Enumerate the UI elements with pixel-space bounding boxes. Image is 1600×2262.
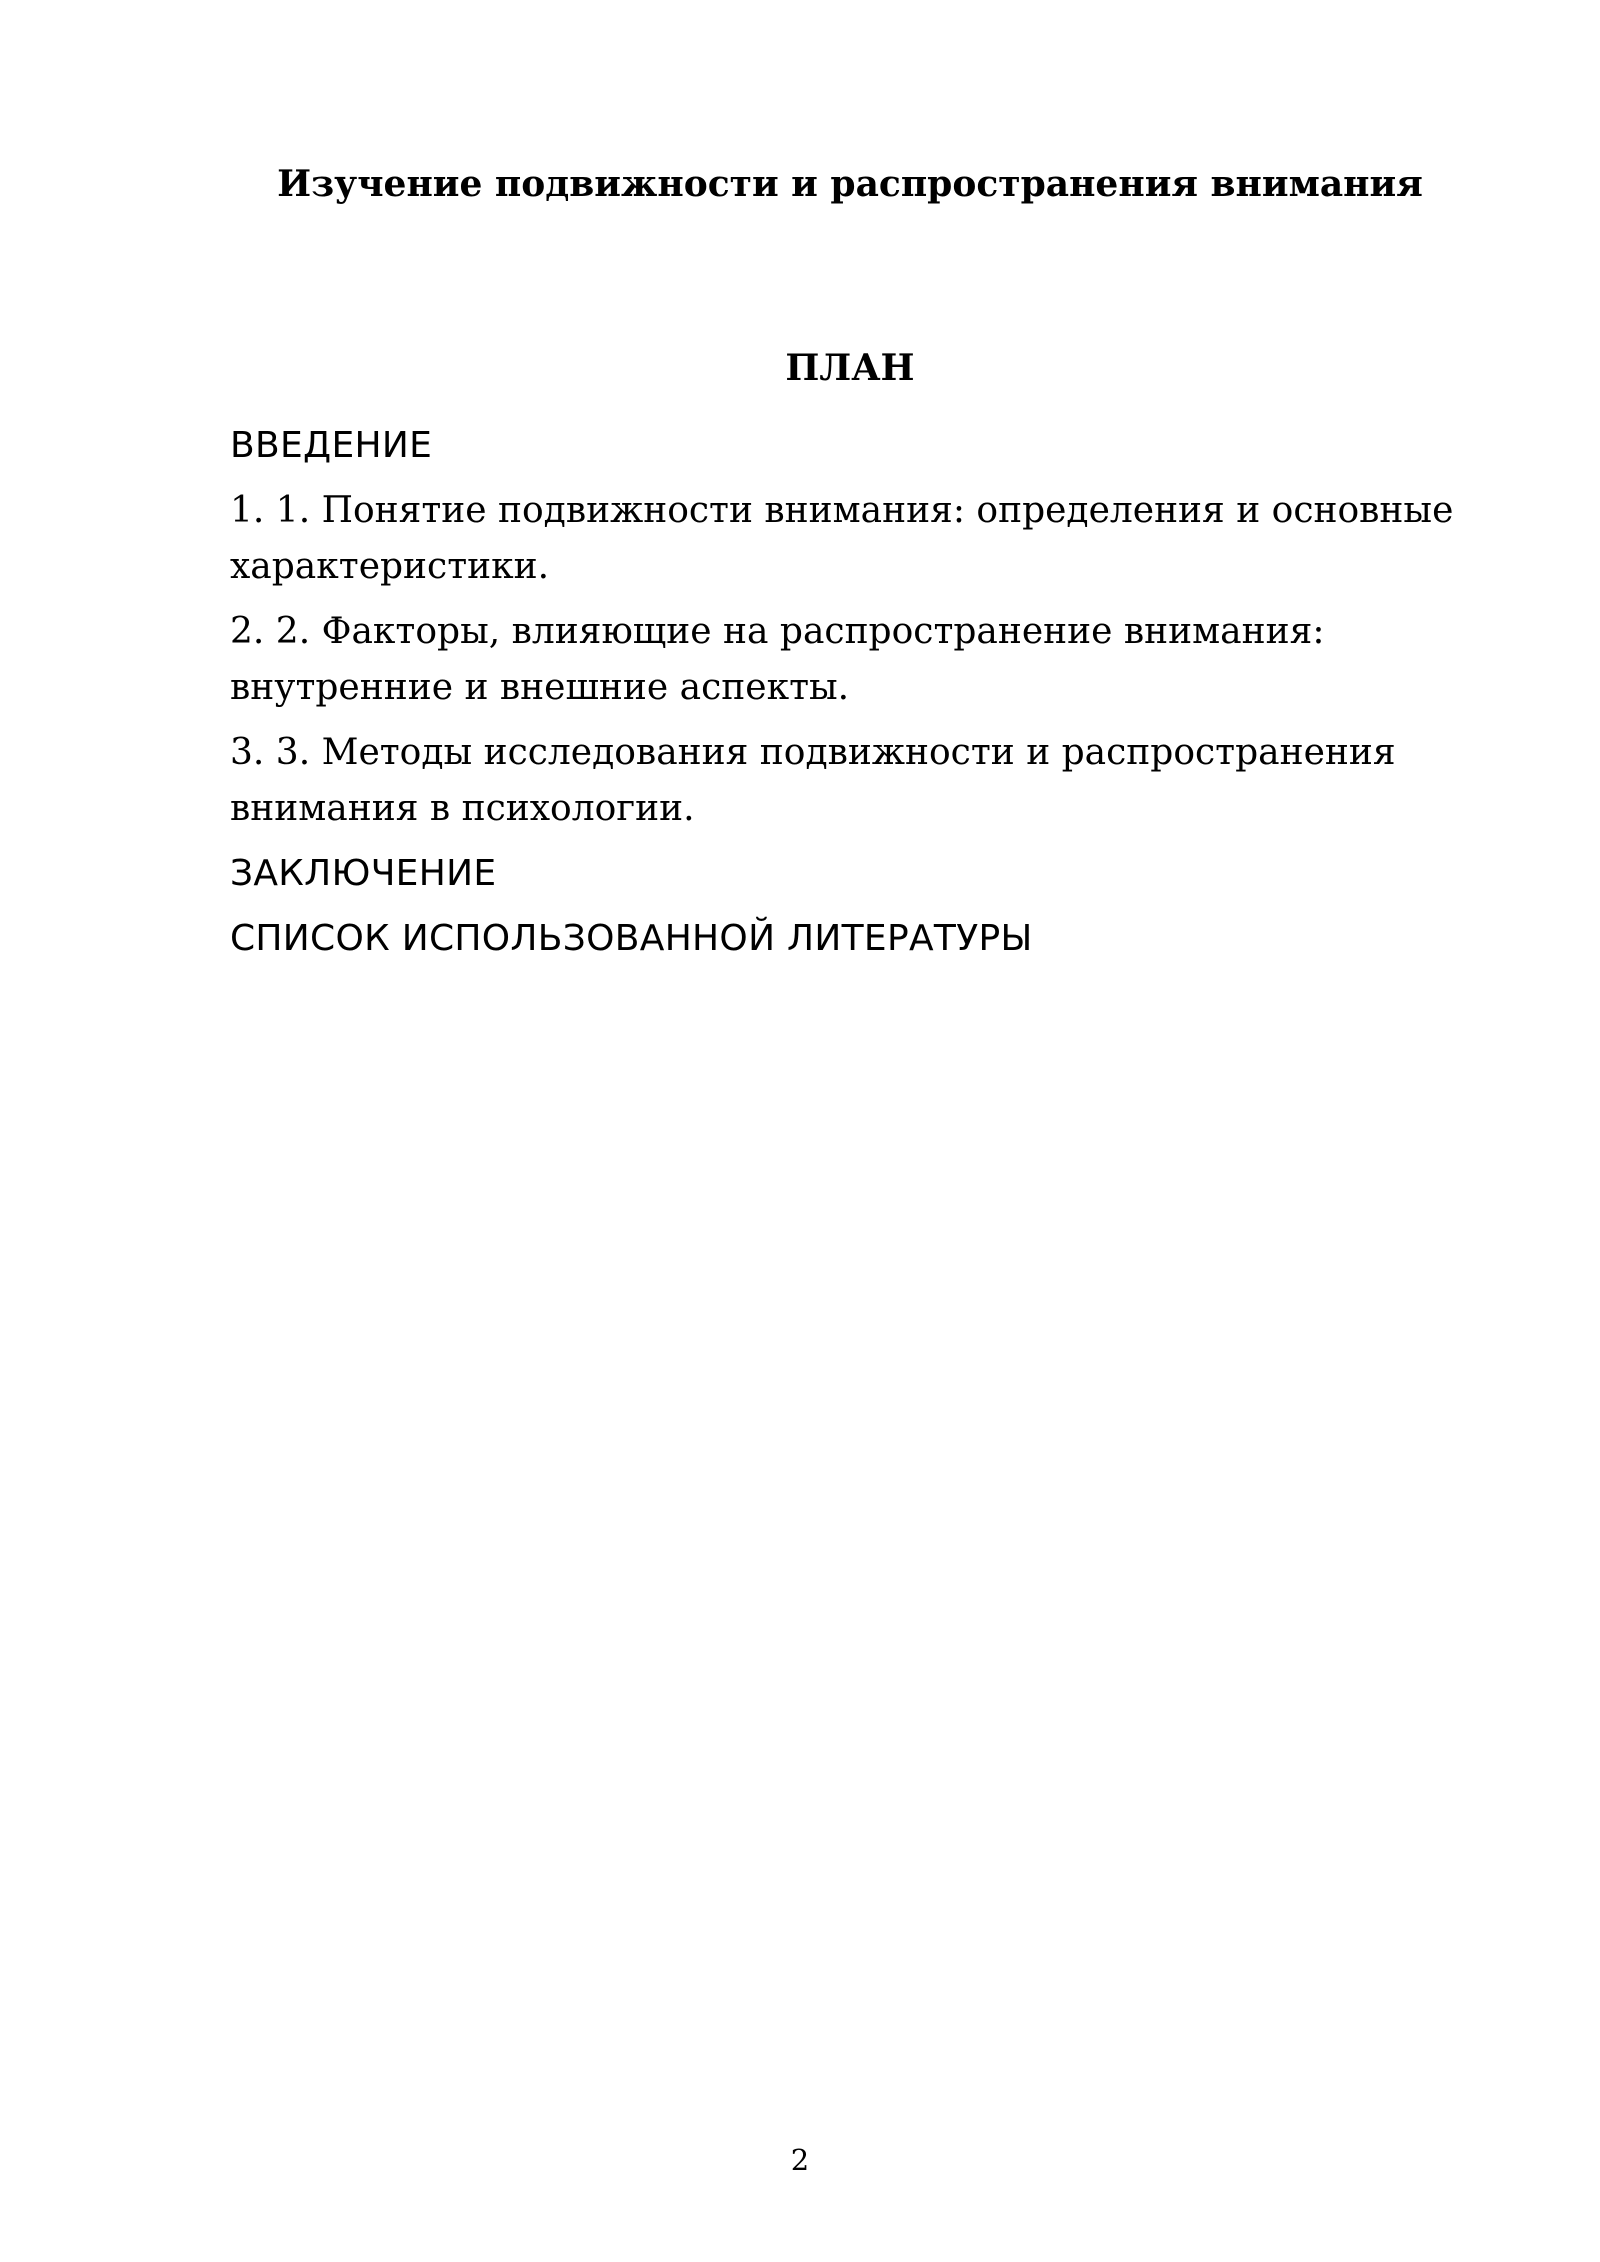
toc-item-bibliography: СПИСОК ИСПОЛЬЗОВАННОЙ ЛИТЕРАТУРЫ <box>230 918 1033 959</box>
document-title: Изучение подвижности и распространения внимания <box>277 163 1423 205</box>
page-number: 2 <box>790 2143 810 2177</box>
plan-heading: ПЛАН <box>785 347 915 389</box>
toc-item-chapter-2: 2. 2. Факторы, влияющие на распространение внимания: внутренние и внешние аспекты. <box>230 611 1325 708</box>
toc-item-chapter-3: 3. 3. Методы исследования подвижности и распространения внимания в психологии. <box>230 732 1396 829</box>
table-of-contents <box>230 418 1470 976</box>
toc-item-introduction: ВВЕДЕНИЕ <box>230 425 433 466</box>
toc-item-conclusion: ЗАКЛЮЧЕНИЕ <box>230 853 497 894</box>
toc-item-chapter-1: 1. 1. Понятие подвижности внимания: определения и основные характеристики. <box>230 490 1454 587</box>
